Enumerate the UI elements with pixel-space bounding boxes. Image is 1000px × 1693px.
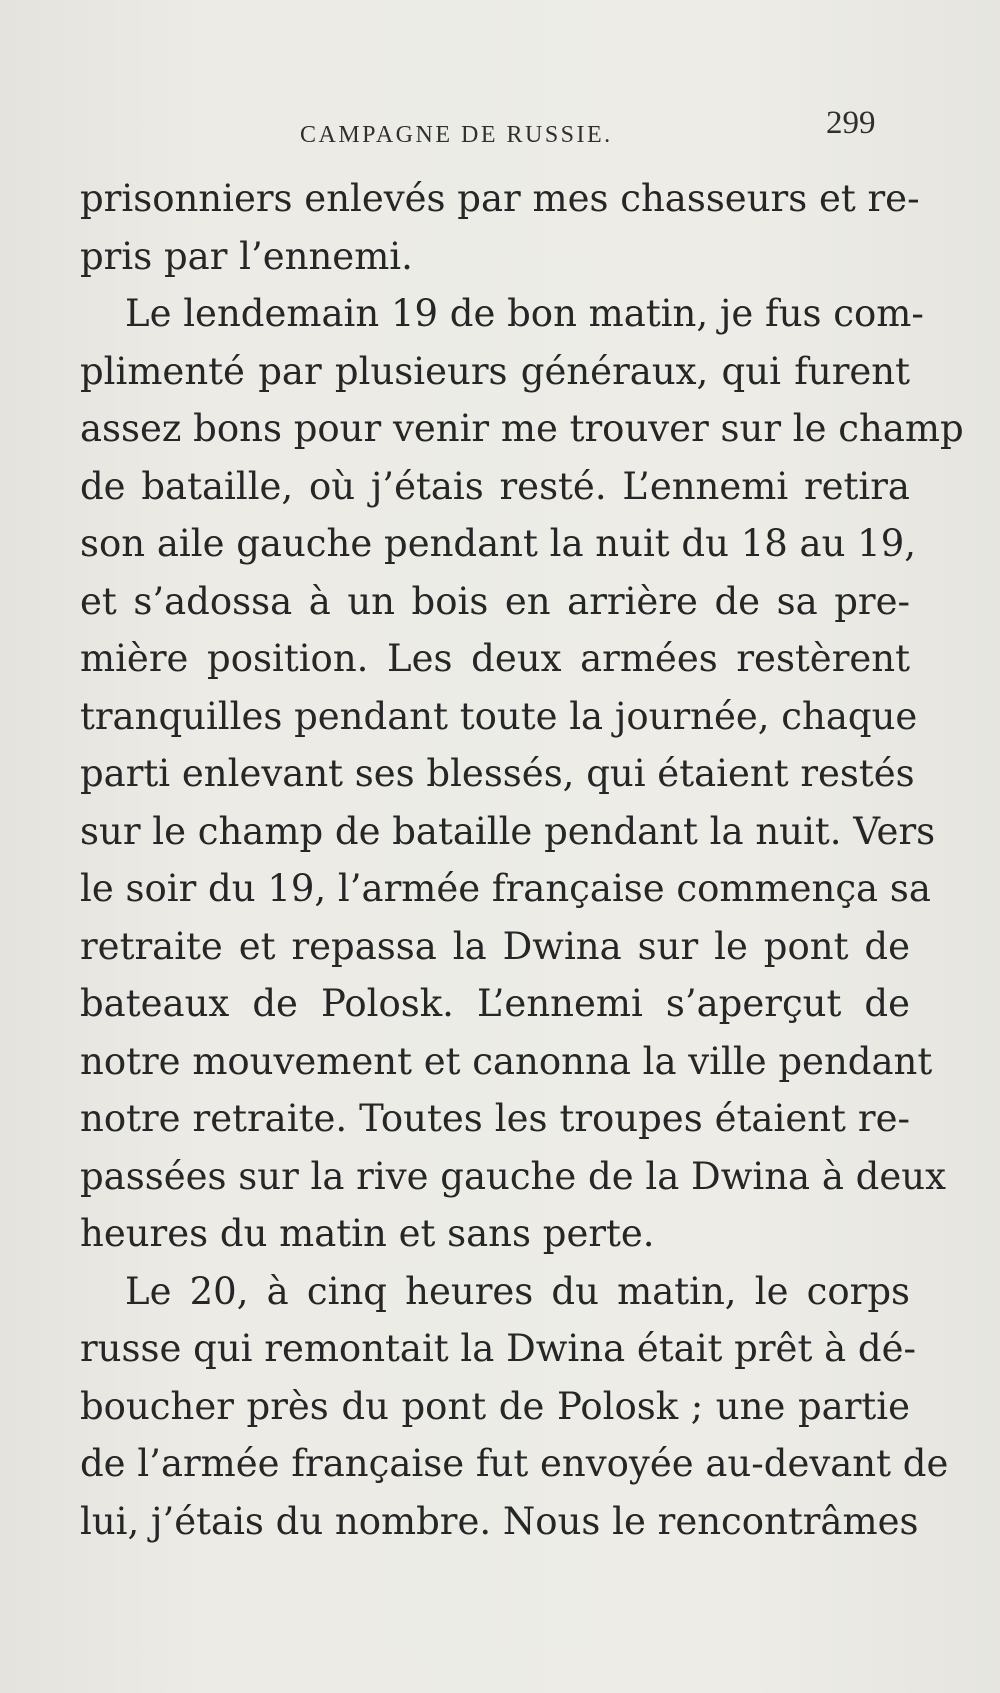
text-line: russe qui remontait la Dwina était prêt à dé- — [80, 1327, 916, 1370]
text-line: boucher près du pont de Polosk ; une partie — [80, 1384, 910, 1428]
text-line: mière position. Les deux armées restèrent — [80, 637, 910, 680]
text-line: plimenté par plusieurs généraux, qui furent — [80, 349, 910, 393]
text-line: parti enlevant ses blessés, qui étaient restés — [80, 752, 915, 795]
text-line: notre mouvement et canonna la ville pendant — [80, 1039, 933, 1083]
text-line: passées sur la rive gauche de la Dwina à deux — [80, 1154, 946, 1198]
text-line: Le lendemain 19 de bon matin, je fus com- — [125, 292, 924, 335]
text-line: lui, j’étais du nombre. Nous le rencontrâmes — [80, 1499, 919, 1543]
text-line: assez bons pour venir me trouver sur le champ — [80, 407, 964, 450]
text-line: prisonniers enlevés par mes chasseurs et re- — [80, 177, 920, 220]
text-line: de l’armée française fut envoyée au-devant de — [80, 1442, 949, 1485]
text-line: son aile gauche pendant la nuit du 18 au 19, — [80, 522, 917, 565]
text-line: Le 20, à cinq heures du matin, le corps — [125, 1269, 910, 1313]
page-number: 299 — [826, 105, 876, 141]
text-line: le soir du 19, l’armée française commença sa — [80, 867, 931, 910]
text-line: sur le champ de bataille pendant la nuit. Vers — [80, 809, 936, 853]
running-head: CAMPAGNE DE RUSSIE. — [300, 122, 613, 148]
text-line: de bataille, où j’étais resté. L’ennemi retira — [80, 464, 910, 508]
text-line: pris par l’ennemi. — [80, 234, 413, 278]
text-line: retraite et repassa la Dwina sur le pont de — [80, 924, 910, 968]
body-text — [80, 170, 964, 1550]
text-line: tranquilles pendant toute la journée, chaque — [80, 694, 918, 738]
text-line: notre retraite. Toutes les troupes étaient re- — [80, 1097, 910, 1140]
text-line: et s’adossa à un bois en arrière de sa pre- — [80, 579, 910, 623]
text-line: bateaux de Polosk. L’ennemi s’aperçut de — [80, 982, 910, 1025]
text-line: heures du matin et sans perte. — [80, 1212, 655, 1255]
